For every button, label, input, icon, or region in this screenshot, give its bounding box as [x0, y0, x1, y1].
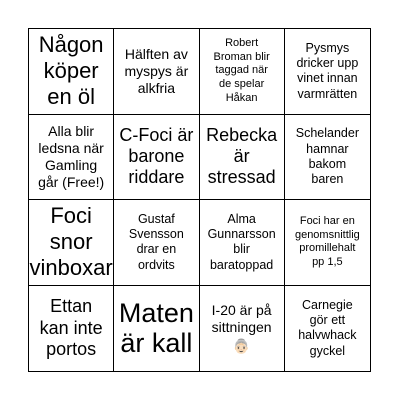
- cell-text: Alla blir ledsna när Gamling går (Free!): [38, 122, 105, 190]
- bingo-cell[interactable]: [114, 115, 199, 201]
- cell-text: Carnegie gör ett halvwhack gyckel: [298, 297, 357, 358]
- cell-text: Foci snor vinboxar: [29, 203, 113, 281]
- bingo-cell[interactable]: [114, 29, 199, 115]
- bingo-cell[interactable]: [29, 115, 114, 201]
- old-woman-icon: 👵🏻: [232, 337, 251, 354]
- bingo-cell[interactable]: [114, 200, 199, 286]
- bingo-cell[interactable]: [285, 115, 370, 201]
- cell-text: I-20 är på sittningen: [211, 301, 272, 335]
- cell-text: Maten är kall: [118, 298, 194, 359]
- bingo-cell[interactable]: [114, 286, 199, 372]
- bingo-cell[interactable]: [200, 286, 285, 372]
- cell-text: Robert Broman blir taggad när de spelar Håkan: [213, 36, 270, 104]
- bingo-cell[interactable]: [29, 29, 114, 115]
- bingo-cell[interactable]: [29, 200, 114, 286]
- cell-text: Alma Gunnarsson blir baratoppad: [207, 211, 276, 272]
- bingo-cell[interactable]: [29, 286, 114, 372]
- bingo-cell[interactable]: [285, 286, 370, 372]
- cell-text: Rebecka är stressad: [206, 124, 278, 188]
- bingo-board: [28, 28, 371, 372]
- bingo-cell[interactable]: [200, 29, 285, 115]
- bingo-cell[interactable]: [200, 200, 285, 286]
- cell-text: C-Foci är barone riddare: [119, 124, 194, 188]
- bingo-cell[interactable]: [200, 115, 285, 201]
- cell-text: Ettan kan inte portos: [39, 296, 103, 359]
- cell-text: Schelander hamnar bakom baren: [295, 126, 359, 186]
- bingo-cell[interactable]: [285, 29, 370, 115]
- cell-text: Hälften av myspys är alkfria: [124, 45, 189, 96]
- bingo-cell[interactable]: [285, 200, 370, 286]
- cell-text: Gustaf Svensson drar en ordvits: [128, 211, 184, 272]
- cell-text: Pysmys dricker upp vinet innan varmrätten: [296, 40, 359, 101]
- cell-text: Foci har en genomsnittlig promillehalt pp 1,5: [294, 214, 360, 268]
- cell-text: Någon köper en öl: [38, 32, 104, 110]
